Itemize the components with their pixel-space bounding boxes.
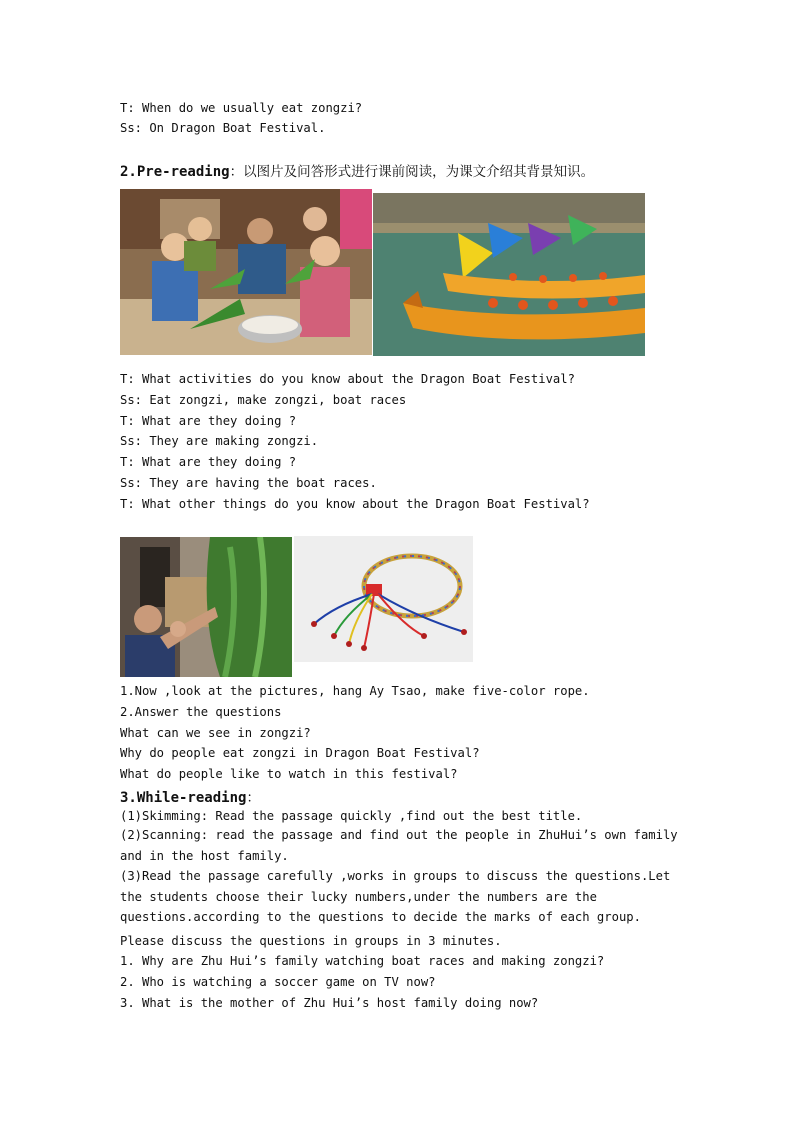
dialogue-line: Ss: They are having the boat races. [120,476,377,490]
teacher-question: T: When do we usually eat zongzi? [120,101,363,115]
dialogue-line: Ss: They are making zongzi. [120,434,319,448]
discussion-question: 2. Who is watching a soccer game on TV now? [120,975,436,989]
student-answer: Ss: On Dragon Boat Festival. [120,121,326,135]
question-line: What can we see in zongzi? [120,726,311,740]
heading-label: 2.Pre-reading [120,164,230,180]
instruction-line: 1.Now ,look at the pictures, hang Ay Tsao, make five-color rope. [120,684,590,698]
section-heading-while-reading [120,786,260,806]
ay-tsao-photo [120,537,292,677]
dialogue-line: T: What other things do you know about the Dragon Boat Festival? [120,497,590,511]
scanning-task: (2)Scanning: read the passage and find out the people in ZhuHui’s own family and in the host family. [120,828,678,863]
heading-description: ：以图片及问答形式进行课前阅读，为课文介绍其背景知识。 [229,164,595,180]
dragon-boat-race-photo [373,193,645,356]
skimming-task: (1)Skimming: Read the passage quickly ,find out the best title. [120,809,583,823]
heading-suffix: ： [246,790,260,806]
section-heading-pre-reading [120,160,594,180]
dialogue-line: Ss: Eat zongzi, make zongzi, boat races [120,393,407,407]
question-line: What do people like to watch in this festival? [120,767,458,781]
five-color-rope-photo [294,536,473,662]
discussion-question: 1. Why are Zhu Hui’s family watching boat races and making zongzi? [120,954,605,968]
dialogue-line: T: What are they doing ? [120,414,297,428]
discussion-question: 3. What is the mother of Zhu Hui’s host family doing now? [120,996,539,1010]
question-line: Why do people eat zongzi in Dragon Boat Festival? [120,746,480,760]
dialogue-line: T: What are they doing ? [120,455,297,469]
zongzi-making-photo [120,189,372,355]
instruction-line: 2.Answer the questions [120,705,282,719]
careful-reading-task: (3)Read the passage carefully ,works in groups to discuss the questions.Let the students choose their lucky numbers,under the numbers are the questions.according to the questions to decide the marks of each group. [120,869,671,924]
heading-label: 3.While-reading [120,790,247,806]
discussion-instruction: Please discuss the questions in groups in 3 minutes. [120,934,502,948]
dialogue-line: T: What activities do you know about the Dragon Boat Festival? [120,372,575,386]
